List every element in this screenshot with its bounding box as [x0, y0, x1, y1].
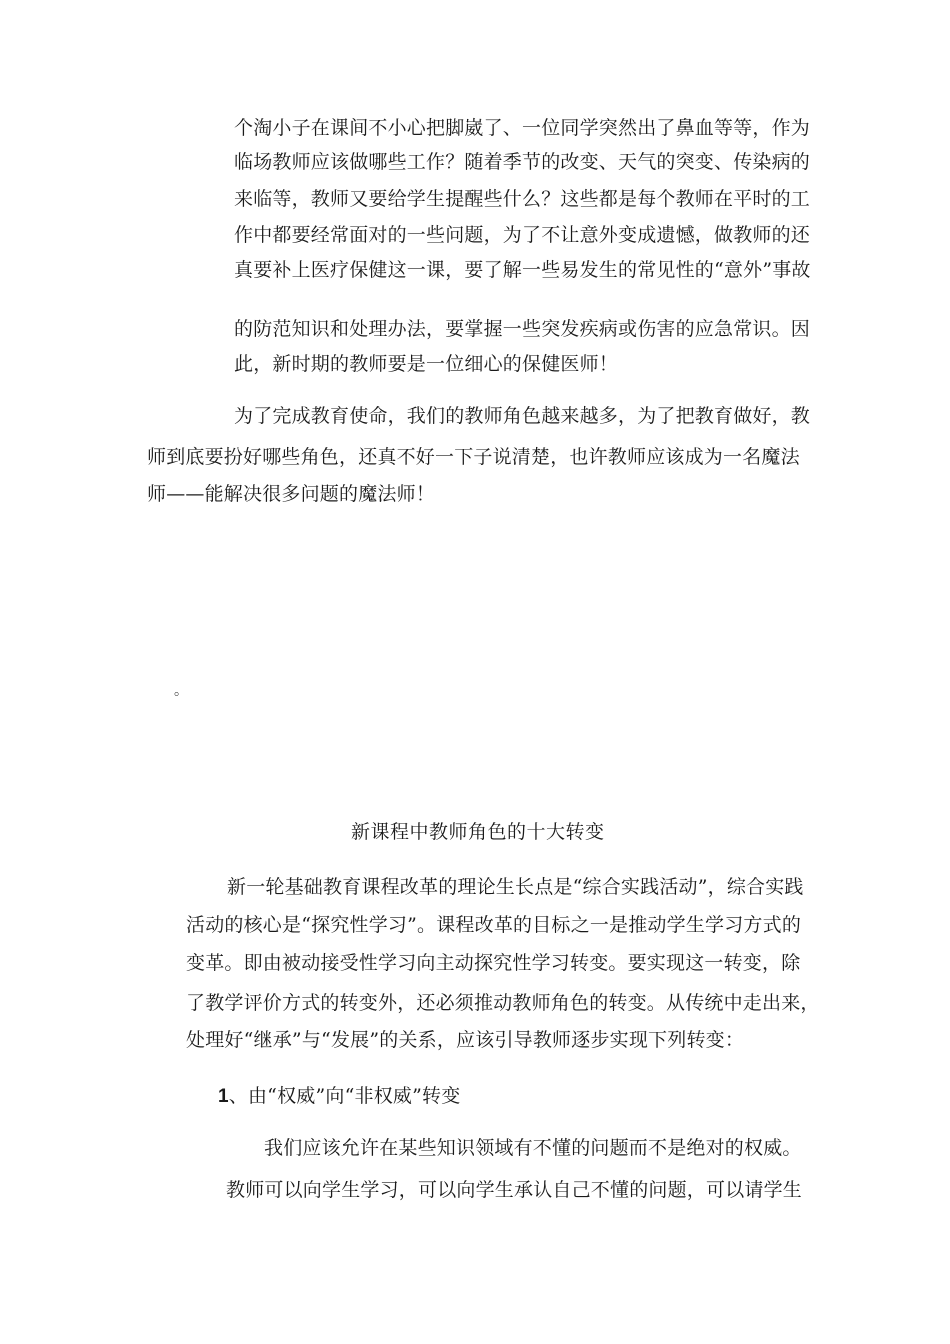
paragraph-line: 处理好“继承”与“发展”的关系，应该引导教师逐步实现下列转变： — [186, 1029, 745, 1051]
item-heading-text: 、由“权威”向“非权威”转变 — [228, 1085, 461, 1107]
paragraph-line: 师——能解决很多问题的魔法师！ — [147, 483, 436, 505]
stray-mark: 。 — [174, 683, 188, 699]
paragraph-line: 此，新时期的教师要是一位细心的保健医师！ — [234, 353, 619, 375]
paragraph-line: 新一轮基础教育课程改革的理论生长点是“综合实践活动”，综合实践 — [227, 876, 804, 898]
paragraph-line: 作中都要经常面对的一些问题，为了不让意外变成遗憾，做教师的还 — [234, 224, 811, 246]
paragraph-line: 个淘小子在课间不小心把脚崴了、一位同学突然出了鼻血等等，作为 — [234, 117, 811, 139]
paragraph-line: 的防范知识和处理办法，要掌握一些突发疾病或伤害的应急常识。因 — [234, 318, 811, 340]
paragraph-line: 变革。即由被动接受性学习向主动探究性学习转变。要实现这一转变，除 — [186, 952, 801, 974]
paragraph-line: 为了完成教育使命，我们的教师角色越来越多，为了把教育做好，教 — [234, 405, 811, 427]
section-title: 新课程中教师角色的十大转变 — [351, 821, 605, 843]
paragraph-line: 师到底要扮好哪些角色，还真不好一下子说清楚，也许教师应该成为一名魔法 — [147, 446, 800, 468]
paragraph-line: 真要补上医疗保健这一课，要了解一些易发生的常见性的“意外”事故 — [234, 259, 811, 281]
item-number: 1 — [218, 1086, 229, 1107]
paragraph-line: 我们应该允许在某些知识领域有不懂的问题而不是绝对的权威。 — [264, 1137, 802, 1159]
paragraph-line: 临场教师应该做哪些工作？随着季节的改变、天气的突变、传染病的 — [234, 151, 811, 173]
paragraph-line: 活动的核心是“探究性学习”。课程改革的目标之一是推动学生学习方式的 — [186, 914, 802, 936]
paragraph-line: 来临等，教师又要给学生提醒些什么？这些都是每个教师在平时的工 — [234, 188, 811, 210]
paragraph-line: 教师可以向学生学习，可以向学生承认自己不懂的问题，可以请学生 — [226, 1179, 803, 1201]
paragraph-line: 了教学评价方式的转变外，还必须推动教师角色的转变。从传统中走出来， — [186, 992, 820, 1014]
item-heading — [218, 1084, 460, 1109]
